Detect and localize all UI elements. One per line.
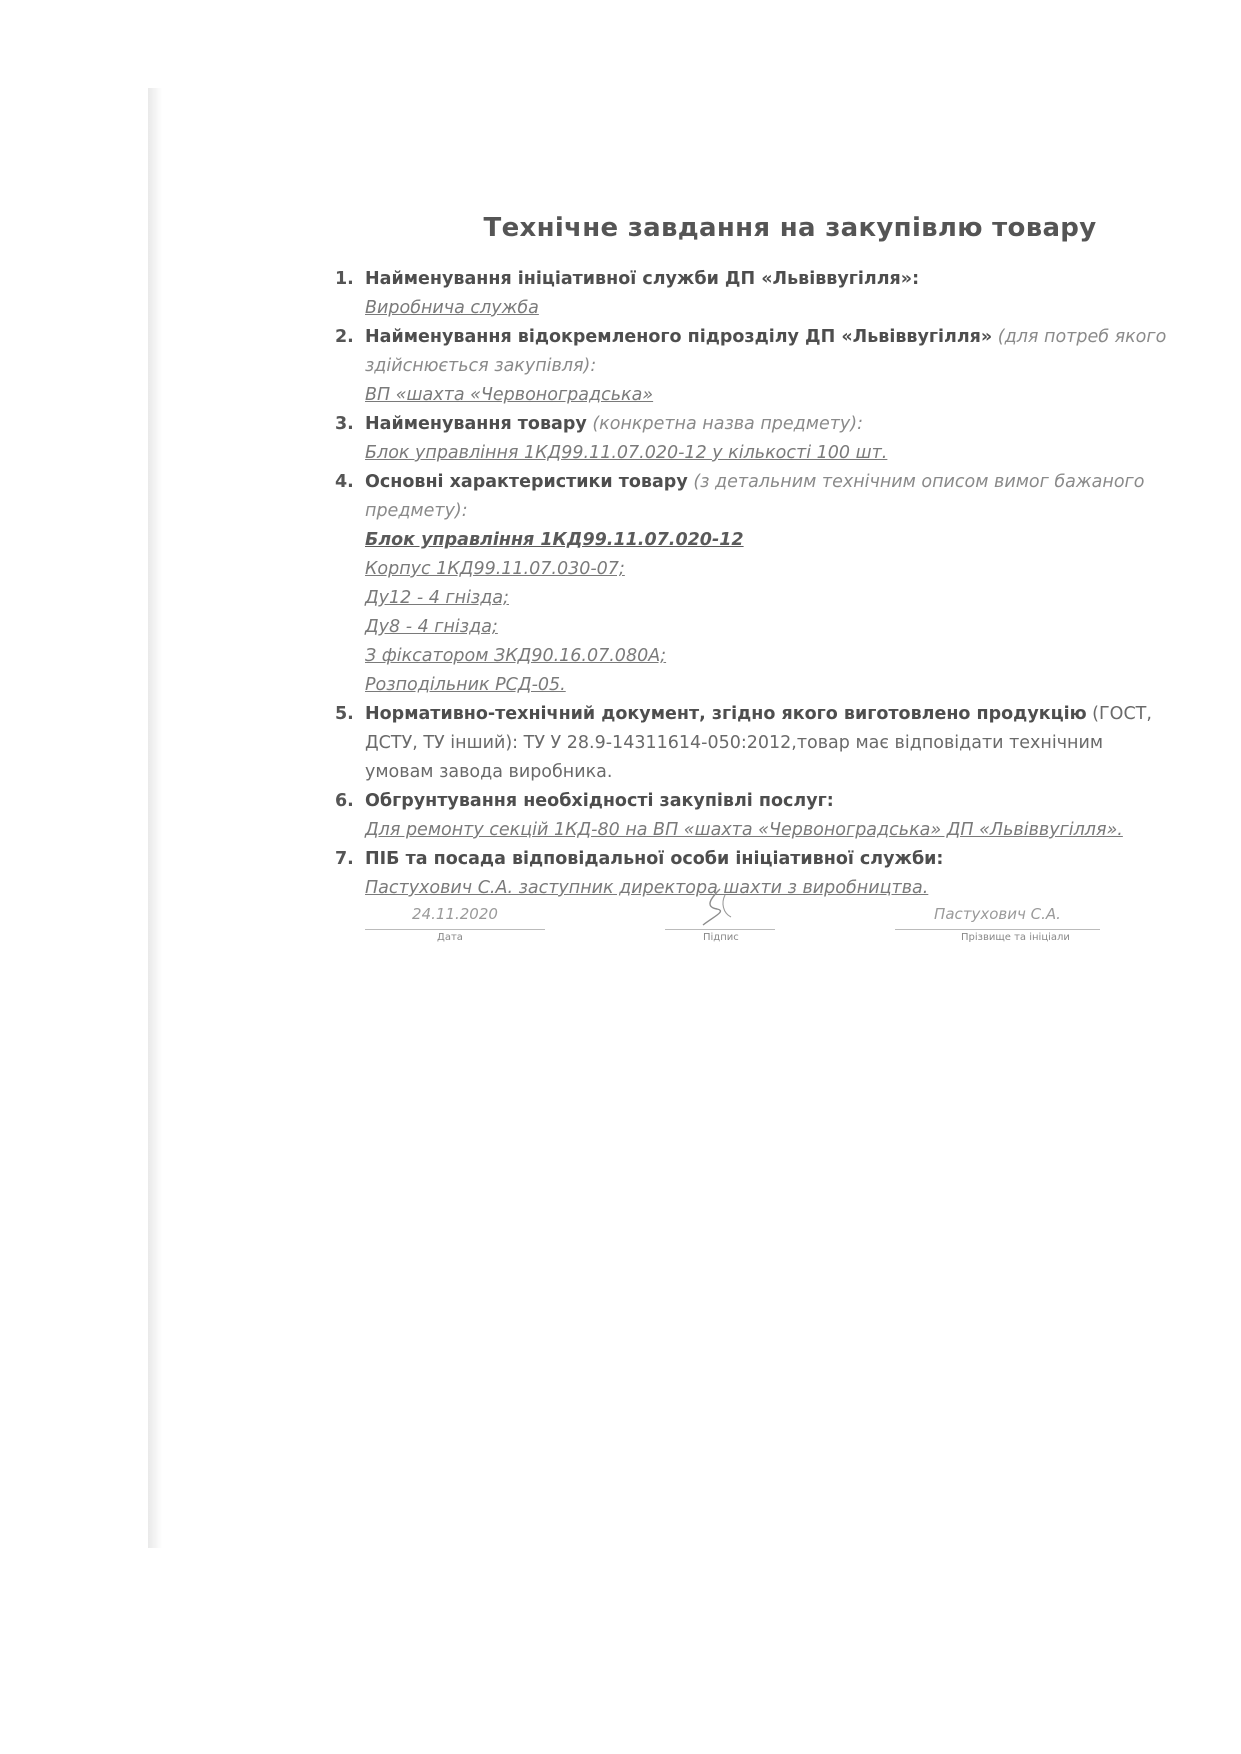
list-item-4 <box>335 468 1175 700</box>
list-item-2 <box>335 323 1175 410</box>
item-value: Пастухович С.А. заступник директора шахти з виробництва. <box>365 878 929 898</box>
item-value: Для ремонту секцій 1КД-80 на ВП «шахта «Червоноградська» ДП «Львіввугілля». <box>365 820 1123 840</box>
item-heading: Найменування ініціативної служби ДП «Львіввугілля»: <box>365 269 920 289</box>
item-hint: (з детальним технічним описом вимог бажаного предмету): <box>365 472 1145 521</box>
item-hint: (для потреб якого здійснюється закупівля): <box>365 327 1167 376</box>
document-title: Технічне завдання на закупівлю товару <box>483 213 1097 243</box>
item-value-main: Блок управління 1КД99.11.07.020-12 <box>365 530 744 550</box>
item-value: ВП «шахта «Червоноградська» <box>365 385 654 405</box>
item-value: Виробнича служба <box>365 298 539 318</box>
item-number: 4. <box>335 472 354 492</box>
name-value: Пастухович С.А. <box>934 905 1061 923</box>
signature-caption: Підпис <box>703 932 739 943</box>
date-caption: Дата <box>437 932 463 943</box>
name-caption: Прізвище та ініціали <box>961 932 1070 943</box>
item-number: 5. <box>335 704 354 724</box>
date-value: 24.11.2020 <box>412 905 498 923</box>
item-heading: Найменування товару <box>365 414 587 434</box>
item-heading: Найменування відокремленого підрозділу ДП «Львіввугілля» <box>365 327 993 347</box>
item-heading: Нормативно-технічний документ, згідно якого виготовлено продукцію <box>365 704 1087 724</box>
item-number: 2. <box>335 327 354 347</box>
date-field <box>365 905 545 930</box>
item-heading: ПІБ та посада відповідальної особи ініціативної служби: <box>365 849 944 869</box>
item-number: 1. <box>335 269 354 289</box>
spec-line: Корпус 1КД99.11.07.030-07; <box>365 559 625 579</box>
signature-field <box>665 905 775 930</box>
requirements-list <box>335 265 1175 903</box>
document-page <box>335 213 1175 947</box>
item-number: 7. <box>335 849 354 869</box>
item-text: (ГОСТ, ДСТУ, ТУ інший): ТУ У 28.9-14311614-050:2012,товар має відповідати технічним умовам завода виробника. <box>365 704 1152 782</box>
list-item-6 <box>335 787 1175 845</box>
scan-shadow-edge <box>148 88 162 1548</box>
item-value: Блок управління 1КД99.11.07.020-12 у кількості 100 шт. <box>365 443 888 463</box>
spec-line: Розподільник РСД-05. <box>365 675 566 695</box>
list-item-5 <box>335 700 1175 787</box>
handwritten-signature-icon <box>665 887 775 927</box>
signature-row <box>365 905 1155 947</box>
item-heading: Обгрунтування необхідності закупівлі послуг: <box>365 791 834 811</box>
item-heading: Основні характеристики товару <box>365 472 688 492</box>
list-item-1 <box>335 265 1175 323</box>
spec-line: З фіксатором ЗКД90.16.07.080А; <box>365 646 667 666</box>
spec-line: Ду12 - 4 гнізда; <box>365 588 509 608</box>
item-number: 6. <box>335 791 354 811</box>
name-field <box>895 905 1100 930</box>
item-hint: (конкретна назва предмету): <box>592 414 864 434</box>
spec-line: Ду8 - 4 гнізда; <box>365 617 498 637</box>
list-item-3 <box>335 410 1175 468</box>
item-number: 3. <box>335 414 354 434</box>
